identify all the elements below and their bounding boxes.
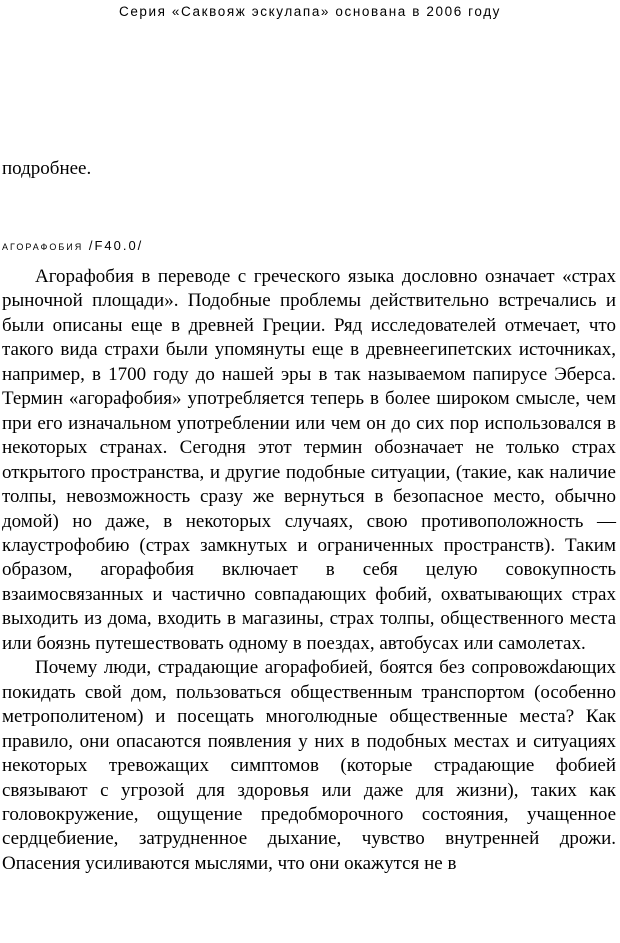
section-heading [2,238,143,253]
paragraph: Почему люди, страдающие агорафобией, боятся без сопровожdающих покидать свой дом, пользоваться общественным транспортом (особенно метрополитеном) и посещать многолюдные общественные места? Как правило, они опасаются появления у них в подобных местах и ситуациях некоторых тревожащих симптомов (которые страдающие фобией связывают с угрозой для здоровья или даже для жизни), таких как головокружение, ощущение предобморочного состояния, учащенное сердцебиение, затрудненное дыхание, чувство внутренней дрожи. Опасения усиливаются мыслями, что они окажутся не в [2,657,616,874]
paragraph: Агорафобия в переводе с греческого языка дословно означает «страх рыночной площади». Подобные проблемы действительно встречались и были описаны еще в древней Греции. Ряд исследователей отмечает, что такого вида страхи были упомянуты еще в древнеегипетских источниках, например, в 1700 году до нашей эры в так называемом папирусе Эберса. Термин «агорафобия» употребляется теперь в более широком смысле, чем при его изначальном употреблении или чем он до сих пор использовался в некоторых странах. Сегодня этот термин обозначает не только страх открытого пространства, и другие подобные ситуации, (такие, как наличие толпы, невозможность сразу же вернуться в безопасное место, обычно домой) но даже, в некоторых случаях, свою противоположность — клаустрофобию (страх замкнутых и ограниченных пространств). Таким образом, агорафобия включает в себя целую совокупность взаимосвязанных и частично совпадающих фобий, охватывающих страх выходить из дома, входить в магазины, страх толпы, общественного места или боязнь путешествовать одному в поездах, автобусах или самолетах. [2,266,616,654]
section-title: агорафобия [2,238,84,253]
running-header: Серия «Саквояж эскулапа» основана в 2006 году [118,4,502,19]
section-code: /F40.0/ [88,238,144,253]
body-text [2,265,616,876]
carry-over-text: подробнее. [2,158,92,179]
